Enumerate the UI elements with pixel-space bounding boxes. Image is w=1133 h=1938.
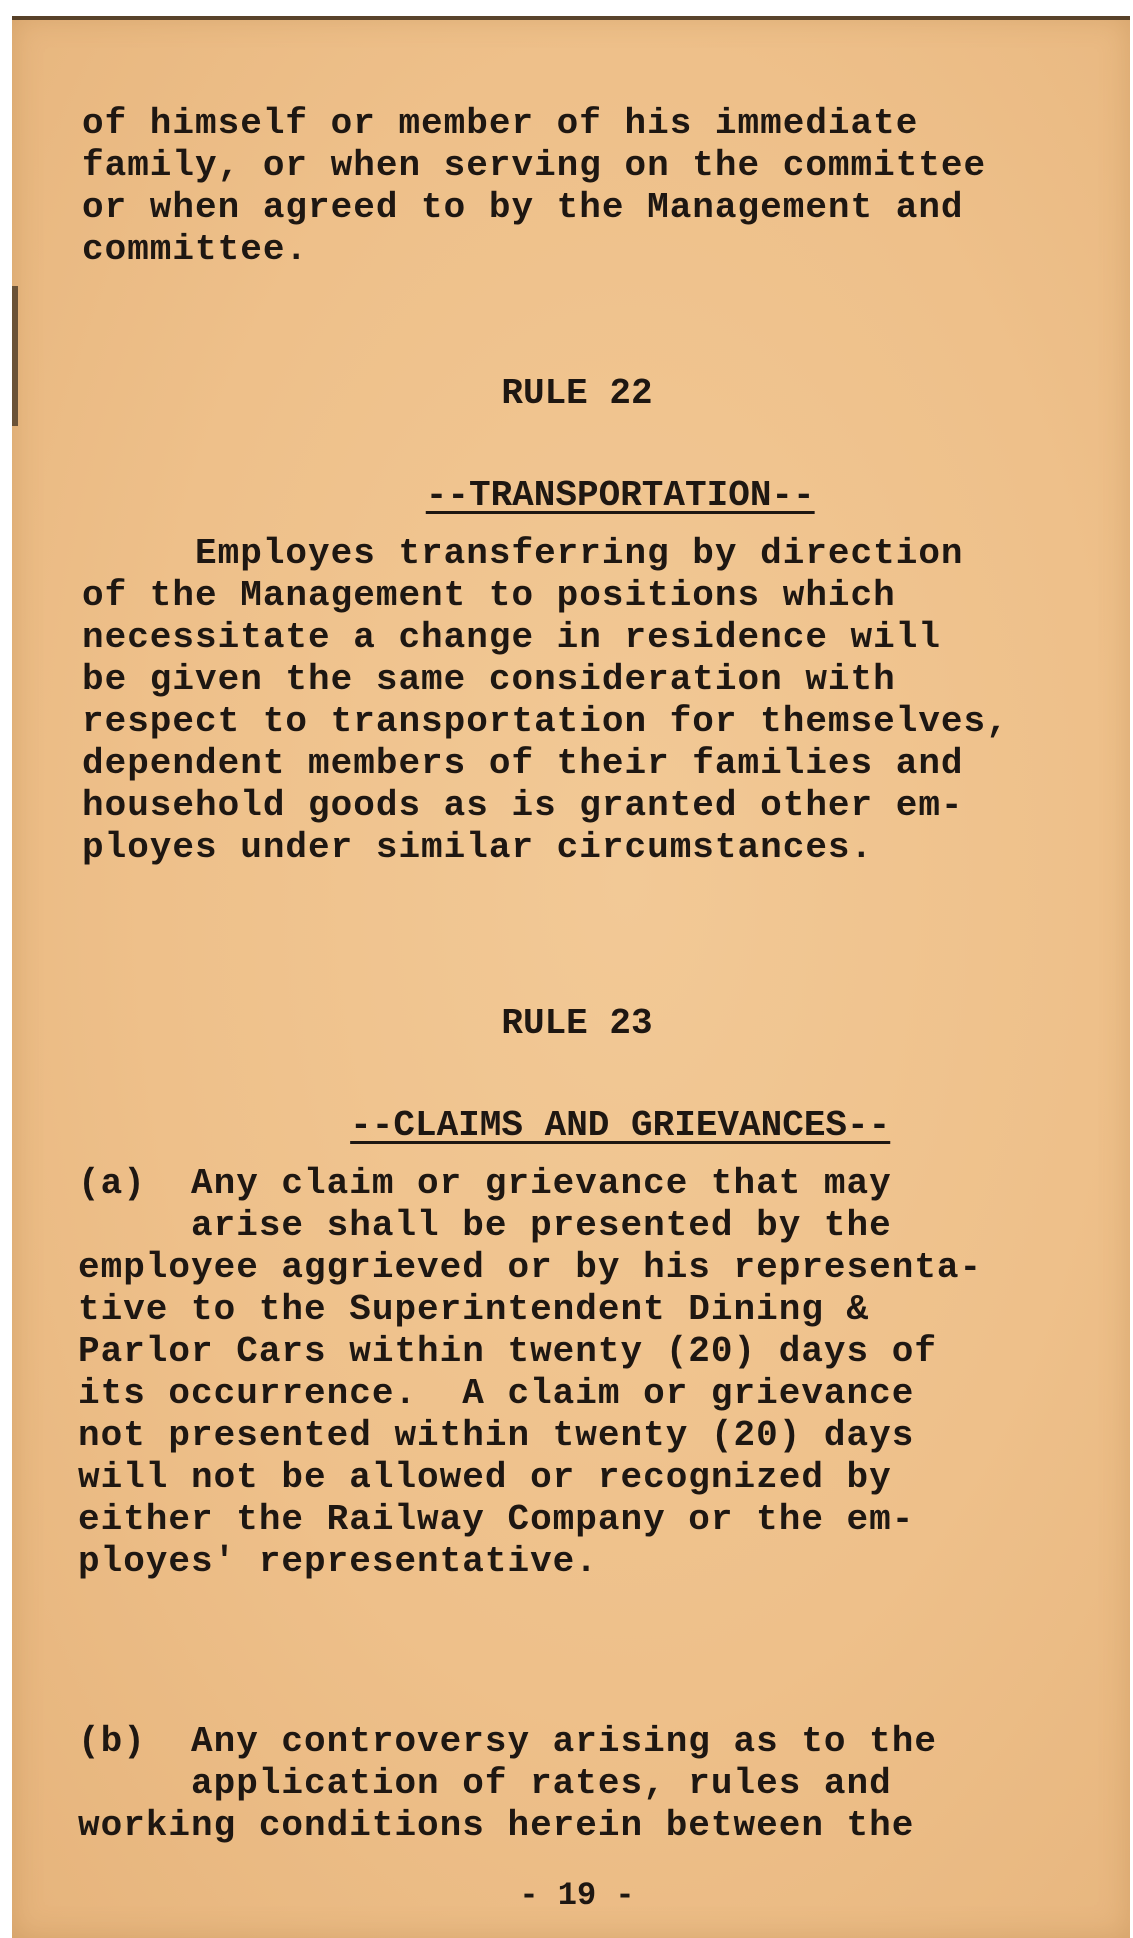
text-line: be given the same consideration with: [82, 659, 896, 700]
text-line: Parlor Cars within twenty (20) days of: [78, 1331, 937, 1372]
text-line: or when agreed to by the Management and: [82, 187, 964, 228]
page-number: - 19 -: [519, 1877, 635, 1914]
rule-22-title-text: --TRANSPORTATION--: [425, 475, 815, 516]
text-line: either the Railway Company or the em-: [78, 1499, 915, 1540]
rule-22-paragraph: [82, 528, 1102, 938]
text-line: ployes under similar circumstances.: [82, 827, 874, 868]
text-line: tive to the Superintendent Dining &: [78, 1289, 870, 1330]
text-line: not presented within twenty (20) days: [78, 1415, 915, 1456]
text-line: family, or when serving on the committee: [82, 145, 987, 186]
intro-paragraph: [82, 98, 1102, 344]
rule-23-paragraph-a: [78, 1158, 1098, 1650]
text-line: of himself or member of his immediate: [82, 103, 919, 144]
text-line: (a) Any claim or grievance that may: [78, 1163, 892, 1204]
torn-edge: [12, 286, 18, 426]
text-line: household goods as is granted other em-: [82, 785, 964, 826]
text-line: (b) Any controversy arising as to the: [78, 1721, 937, 1762]
text-line: Employes transferring by direction: [82, 533, 964, 574]
text-line: committee.: [82, 229, 309, 270]
rule-22-number: RULE 22: [501, 373, 653, 414]
text-line: of the Management to positions which: [82, 575, 896, 616]
text-line: application of rates, rules and: [78, 1763, 892, 1804]
document-page: [12, 16, 1130, 1938]
text-line: working conditions herein between the: [78, 1805, 915, 1846]
text-line: will not be allowed or recognized by: [78, 1457, 892, 1498]
text-line: respect to transportation for themselves,: [82, 701, 1009, 742]
text-line: its occurrence. A claim or grievance: [78, 1373, 915, 1414]
rule-23-number: RULE 23: [501, 1003, 653, 1044]
text-line: necessitate a change in residence will: [82, 617, 941, 658]
text-line: arise shall be presented by the: [78, 1205, 892, 1246]
text-line: ployes' representative.: [78, 1541, 598, 1582]
rule-23-title-text: --CLAIMS AND GRIEVANCES--: [350, 1105, 891, 1146]
text-line: dependent members of their families and: [82, 743, 964, 784]
text-line: employee aggrieved or by his representa-: [78, 1247, 983, 1288]
